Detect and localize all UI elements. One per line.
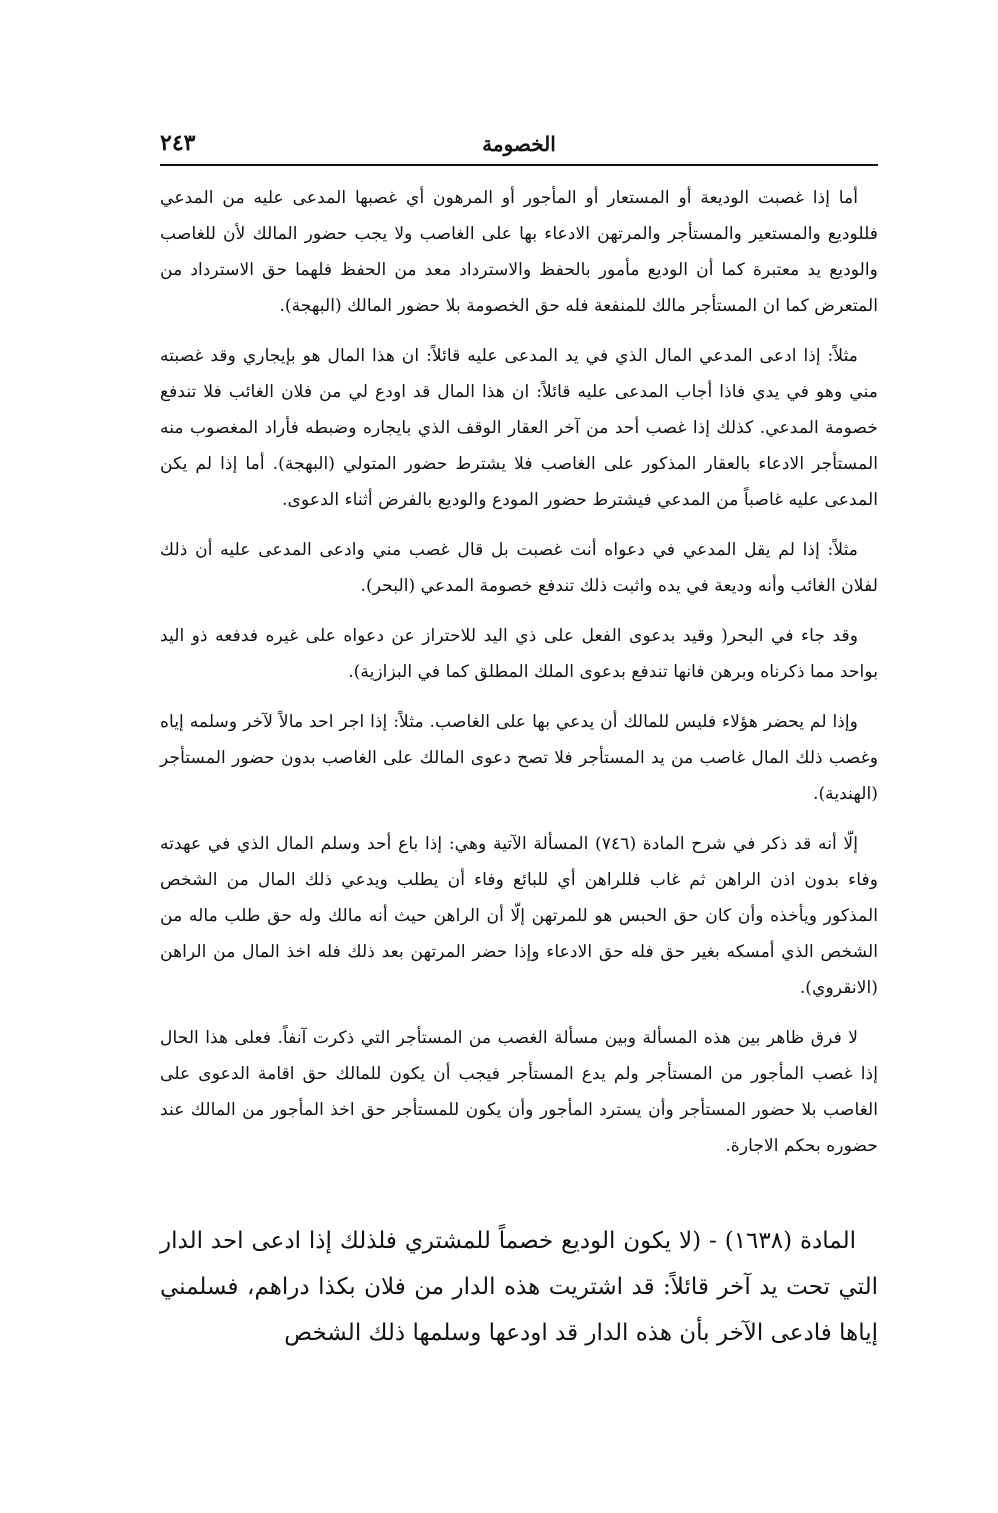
paragraph-7: لا فرق ظاهر بين هذه المسألة وبين مسألة الغصب من المستأجر التي ذكرت آنفاً. فعلى هذا الحال إذا غصب المأجور من المستأجر ولم يدع المستأجر فيجب أن يكون للمالك حق اقامة الدعوى على الغاصب بلا حضور المستأجر وأن يسترد المأجور وأن يكون للمستأجر حق اخذ المأجور من المالك عند حضوره بحكم الاجارة.	[160, 1028, 878, 1156]
chapter-title: الخصومة	[482, 132, 556, 156]
paragraph-5: وإذا لم يحضر هؤلاء فليس للمالك أن يدعي بها على الغاصب. مثلاً: إذا اجر احد مالاً لآخر وسلمه إياه وغصب ذلك المال غاصب من يد المستأجر فلا تصح دعوى المالك على الغاصب بدون حضور المستأجر (الهندية).	[160, 712, 878, 804]
header-rule	[160, 164, 878, 166]
page-number: ٢٤٣	[160, 130, 196, 156]
paragraph-4: وقد جاء في البحر( وقيد بدعوى الفعل على ذي اليد للاحتراز عن دعواه على غيره فدفعه ذو اليد بواحد مما ذكرناه وبرهن فانها تندفع بدعوى الملك المطلق كما في البزازية).	[160, 626, 878, 682]
paragraph-6: إلّا أنه قد ذكر في شرح المادة (٧٤٦) المسألة الآتية وهي: إذا باع أحد وسلم المال الذي في عهدته وفاء بدون اذن الراهن ثم غاب فللراهن أي للبائع وفاء أن يطلب ويدعي ذلك المال من الشخص المذكور ويأخذه وأن كان حق الحبس هو للمرتهن إلّا أن الراهن حيث أنه مالك وله حق طلب ماله من الشخص الذي أمسكه بغير حق فله حق الادعاء وإذا حضر المرتهن بعد ذلك فله اخذ المال من الراهن (الانقروي).	[160, 834, 878, 998]
running-header	[160, 128, 878, 162]
paragraph-3: مثلاً: إذا لم يقل المدعي في دعواه أنت غصبت بل قال غصب مني وادعى المدعى عليه أن ذلك لفلان الغائب وأنه وديعة في يده واثبت ذلك تندفع خصومة المدعي (البحر).	[160, 540, 878, 596]
paragraph-2: مثلاً: إذا ادعى المدعي المال الذي في يد المدعى عليه قائلاً: ان هذا المال هو بإيجاري وقد غصبته مني وهو في يدي فاذا أجاب المدعى عليه قائلاً: ان هذا المال قد اودع لي من فلان الغائب فلا تندفع خصومة المدعي. كذلك إذا غصب أحد من آخر العقار الوقف الذي بايجاره وضبطه فأراد المغصوب منه المستأجر الادعاء بالعقار المذكور على الغاصب فلا يشترط حضور المتولي (البهجة). أما إذا لم يكن المدعى عليه غاصباً من المدعي فيشترط حضور المودع والوديع بالفرض أثناء الدعوى.	[160, 346, 878, 510]
article-1638: المادة (١٦٣٨) - (لا يكون الوديع خصماً للمشتري فلذلك إذا ادعى احد الدار التي تحت يد آخر قائلاً: قد اشتريت هذه الدار من فلان بكذا دراهم، فسلمني إياها فادعى الآخر بأن هذه الدار قد اودعها وسلمها ذلك الشخص	[160, 1228, 878, 1346]
paragraph-1: أما إذا غصبت الوديعة أو المستعار أو المأجور أو المرهون أي غصبها المدعى عليه من المدعي فللوديع والمستعير والمستأجر والمرتهن الادعاء بها على الغاصب ولا يجب حضور المالك لأن للغاصب والوديع يد معتبرة كما أن الوديع مأمور بالحفظ والاسترداد معد من الحفظ فلهما حق الاسترداد من المتعرض كما ان المستأجر مالك للمنفعة فله حق الخصومة بلا حضور المالك (البهجة).	[160, 188, 878, 316]
body-text	[160, 180, 878, 1178]
